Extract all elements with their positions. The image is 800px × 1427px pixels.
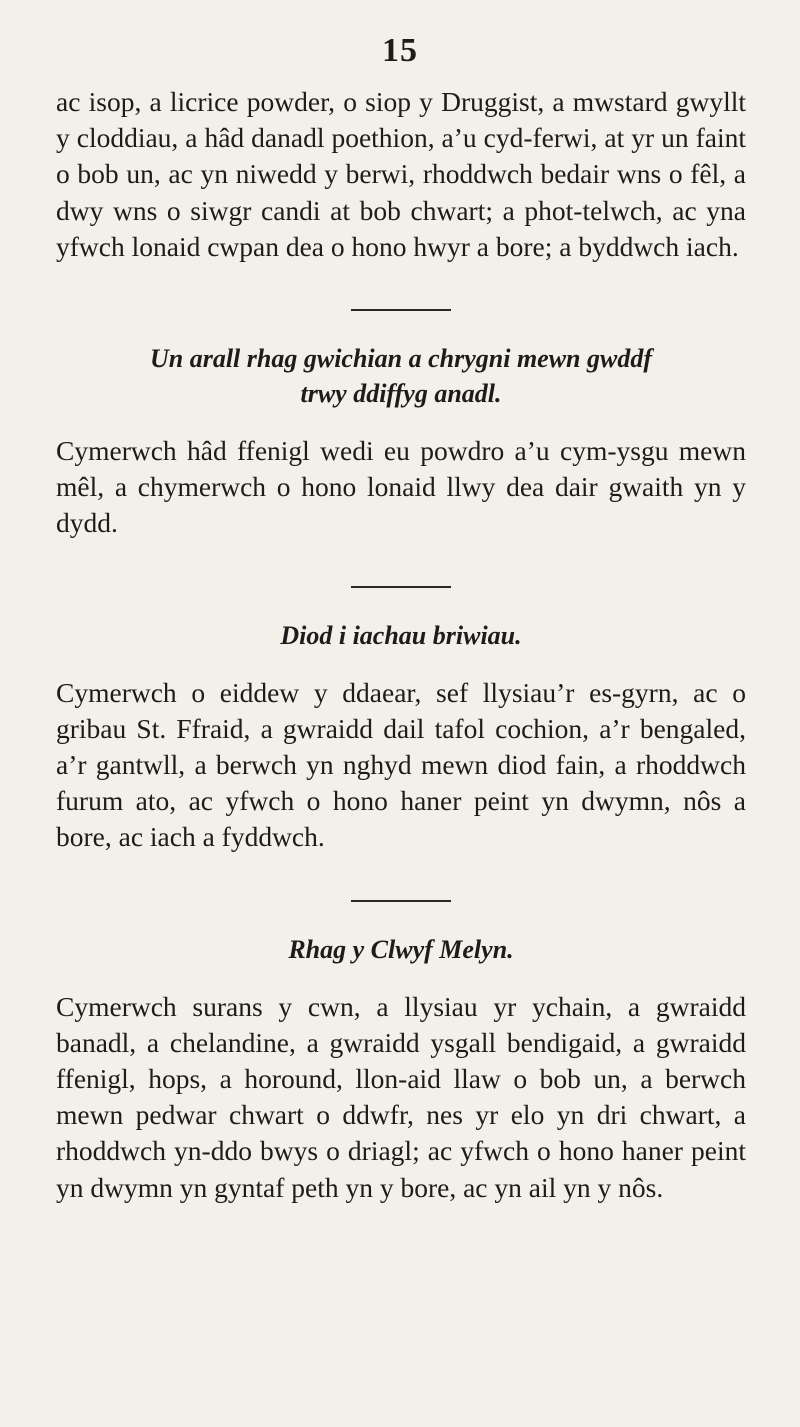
heading-wheezing-hoarseness xyxy=(56,341,746,411)
paragraph-wound-drink: Cymerwch o eiddew y ddaear, sef llysiau’r es-gyrn, ac o gribau St. Ffraid, a gwraidd dail tafol cochion, a’r bengaled, a’r gantwll, a berwch yn nghyd mewn diod fain, a rhoddwch furum ato, ac yfwch o hono haner peint yn dwymn, nôs a bore, ac iach a fyddwch. xyxy=(56,676,746,853)
heading-healing-wounds: Diod i iachau briwiau. xyxy=(280,620,522,650)
paragraph-jaundice-remedy: Cymerwch surans y cwn, a llysiau yr ychain, a gwraidd banadl, a chelandine, a gwraidd ysgall bendigaid, a gwraidd ffenigl, hops, a horound, llon-aid llaw o bob un, a berwch mewn pedwar chwart o ddwfr, nes yr elo yn dri chwart, a rhoddwch yn-ddo bwys o driagl; ac yfwch o hono haner peint yn dwymn yn gyntaf peth yn y bore, ac yn ail yn y nôs. xyxy=(56,990,746,1203)
heading-line: Un arall rhag gwichian a chrygni mewn gwddf xyxy=(149,344,653,374)
page-content xyxy=(56,84,746,1206)
page-number: 15 xyxy=(382,32,418,69)
heading-line: trwy ddiffyg anadl. xyxy=(300,379,502,409)
paragraph-fennel-remedy: Cymerwch hâd ffenigl wedi eu powdro a’u cym-ysgu mewn mêl, a chymerwch o hono lonaid llwy dea dair gwaith yn y dydd. xyxy=(56,435,746,539)
paragraph-continued-remedy: ac isop, a licrice powder, o siop y Druggist, a mwstard gwyllt y cloddiau, a hâd danadl poethion, a’u cyd-ferwi, at yr un faint o bob un, ac yn niwedd y berwi, rhoddwch bedair wns o fêl, a dwy wns o siwgr candi at bob chwart; a phot-telwch, ac yna yfwch lonaid cwpan dea o hono hwyr a bore; a byddwch iach. xyxy=(56,86,746,262)
heading-jaundice: Rhag y Clwyf Melyn. xyxy=(288,934,514,964)
